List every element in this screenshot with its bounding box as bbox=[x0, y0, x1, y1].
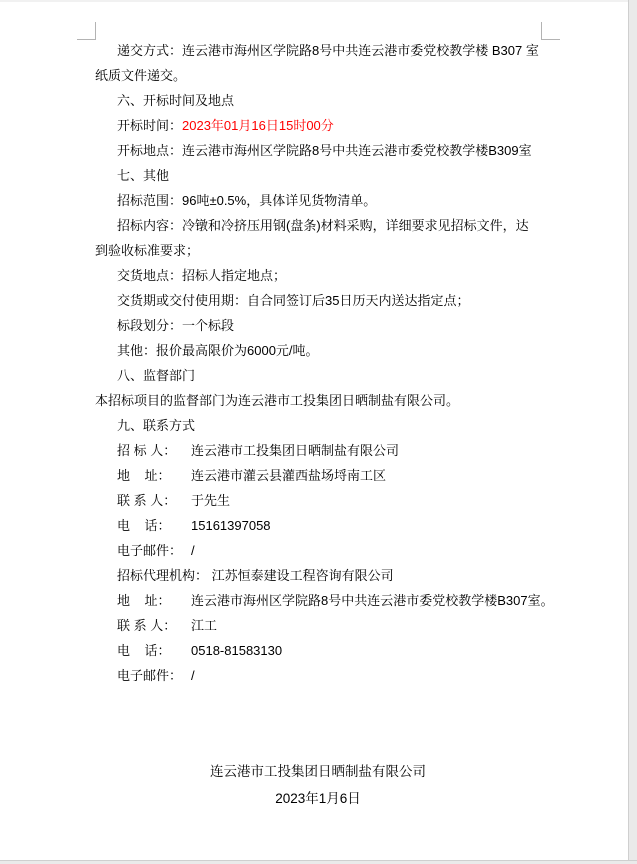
agency-phone-row-label: 电 话： bbox=[117, 643, 175, 658]
section-7-heading: 七、其他 bbox=[117, 168, 170, 183]
submission-method-line-2: 纸质文件递交。 bbox=[95, 68, 187, 83]
agency-email-row-label: 电子邮件： bbox=[117, 668, 186, 683]
agency-email-row bbox=[95, 663, 541, 688]
bid-opening-time-label: 开标时间： bbox=[117, 118, 183, 133]
tenderer-email-row bbox=[95, 538, 541, 563]
signature-company: 连云港市工投集团日晒制盐有限公司 bbox=[210, 764, 426, 779]
tender-content-line-2: 到验收标准要求； bbox=[95, 243, 200, 258]
doc-body-lines bbox=[95, 38, 554, 688]
window-edge-right bbox=[628, 0, 637, 864]
delivery-place-line: 交货地点：招标人指定地点； bbox=[117, 268, 287, 283]
agency-contact-row-value: 江工 bbox=[191, 618, 218, 633]
bid-opening-place-line: 开标地点：连云港市海州区学院路8号中共连云港市委党校教学楼B309室 bbox=[117, 143, 532, 158]
other-note-line: 其他：报价最高限价为6000元/吨。 bbox=[117, 343, 319, 358]
supervision-dept-line: 本招标项目的监督部门为连云港市工投集团日晒制盐有限公司。 bbox=[95, 393, 460, 408]
tenderer-row-label: 招 标 人： bbox=[117, 443, 177, 458]
tenderer-phone-row-value: 15161397058 bbox=[191, 518, 271, 533]
tenderer-email-row-value: / bbox=[191, 543, 195, 558]
submission-method-line-1: 递交方式：连云港市海州区学院路8号中共连云港市委党校教学楼 B307 室 bbox=[117, 43, 539, 58]
agency-contact-row-label: 联 系 人： bbox=[117, 618, 180, 633]
lot-division-line: 标段划分：一个标段 bbox=[117, 318, 235, 333]
page-margin-mark-right bbox=[541, 22, 560, 40]
tenderer-row-value: 连云港市工投集团日晒制盐有限公司 bbox=[191, 443, 400, 458]
tenderer-row bbox=[95, 438, 541, 463]
window-edge-top bbox=[0, 0, 637, 2]
bid-opening-time-value: 2023年01月16日15时00分 bbox=[182, 118, 334, 133]
section-6-heading: 六、开标时间及地点 bbox=[117, 93, 235, 108]
tender-content-line-1: 招标内容：冷镦和冷挤压用钢(盘条)材料采购，详细要求见招标文件，达 bbox=[117, 218, 529, 233]
page-margin-mark-left bbox=[77, 22, 96, 40]
agency-address-row bbox=[95, 588, 554, 613]
bid-opening-time-line bbox=[95, 113, 541, 138]
tenderer-email-row-label: 电子邮件： bbox=[117, 543, 183, 558]
doc-footer bbox=[95, 758, 541, 812]
agency-row-label: 招标代理机构： bbox=[117, 568, 212, 583]
agency-phone-row bbox=[95, 638, 541, 663]
window-edge-bottom bbox=[0, 860, 637, 864]
agency-row-value: 江苏恒泰建设工程咨询有限公司 bbox=[211, 568, 394, 583]
delivery-period-line: 交货期或交付使用期：自合同签订后35日历天内送达指定点； bbox=[117, 293, 470, 308]
agency-phone-row-value: 0518-81583130 bbox=[191, 643, 283, 658]
tenderer-address-row-label: 地 址： bbox=[117, 468, 171, 483]
tender-scope-line: 招标范围：96吨±0.5%，具体详见货物清单。 bbox=[117, 193, 377, 208]
signature-date: 2023年1月6日 bbox=[275, 791, 361, 806]
tenderer-address-row bbox=[95, 463, 541, 488]
agency-email-row-value: / bbox=[191, 668, 195, 683]
tenderer-address-row-value: 连云港市灌云县灌西盐场埒南工区 bbox=[191, 468, 387, 483]
agency-address-row-value: 连云港市海州区学院路8号中共连云港市委党校教学楼B307室。 bbox=[191, 593, 554, 608]
tenderer-contact-row-value: 于先生 bbox=[191, 493, 231, 508]
agency-row bbox=[95, 563, 541, 588]
tenderer-contact-row bbox=[95, 488, 541, 513]
tenderer-phone-row bbox=[95, 513, 541, 538]
agency-address-row-label: 地 址： bbox=[117, 593, 175, 608]
agency-contact-row bbox=[95, 613, 541, 638]
section-8-heading: 八、监督部门 bbox=[117, 368, 196, 383]
section-9-heading: 九、联系方式 bbox=[117, 418, 196, 433]
tenderer-contact-row-label: 联 系 人： bbox=[117, 493, 177, 508]
tenderer-phone-row-label: 电 话： bbox=[117, 518, 171, 533]
